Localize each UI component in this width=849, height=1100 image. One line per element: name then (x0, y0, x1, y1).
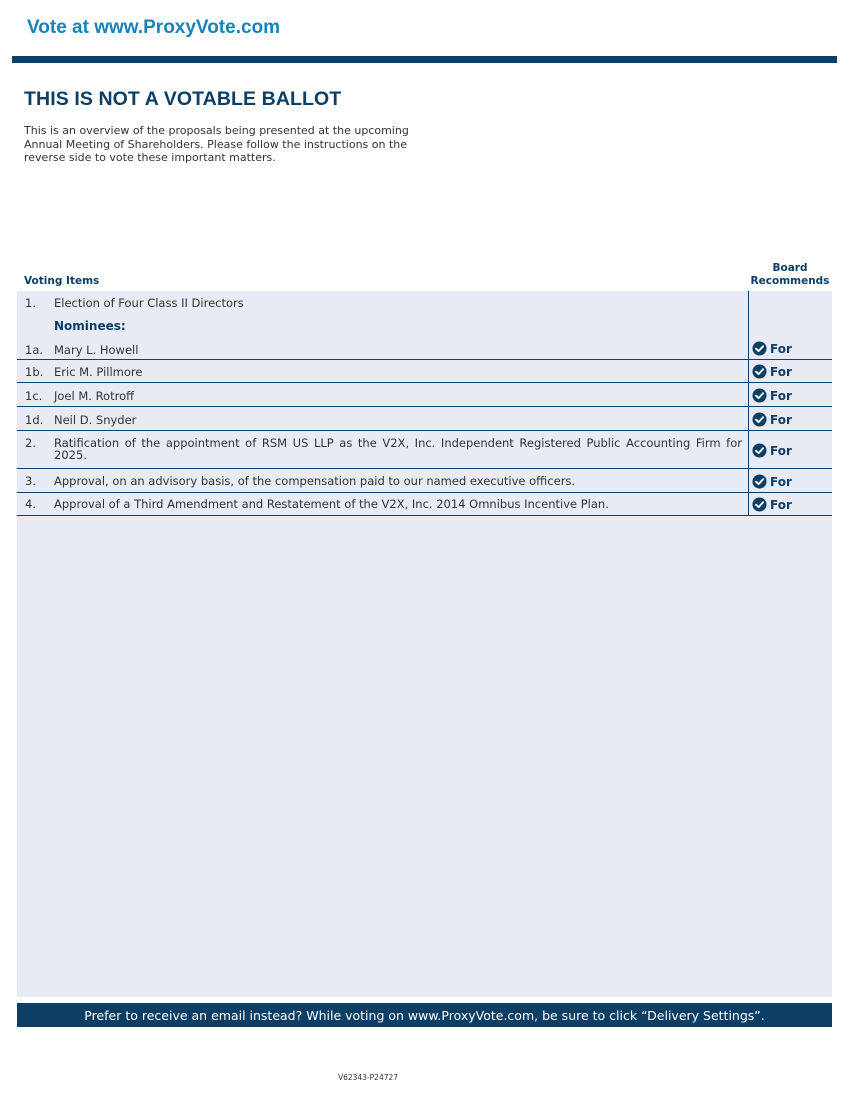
recommendation (752, 341, 792, 356)
table-row (17, 431, 832, 469)
check-circle-icon (752, 474, 767, 489)
item-text: Approval, on an advisory basis, of the compensation paid to our named executive officers. (54, 474, 576, 488)
item-number: 1a. (25, 343, 44, 357)
item-text: Election of Four Class II Directors (54, 296, 244, 310)
recommendation-label: For (770, 497, 792, 512)
voting-items-header: Voting Items (24, 275, 100, 287)
recommendation (752, 474, 792, 489)
page-title: THIS IS NOT A VOTABLE BALLOT (24, 88, 342, 110)
table-row (17, 360, 832, 383)
recommendation-label: For (770, 388, 792, 403)
table-row (17, 493, 832, 516)
table-row (17, 383, 832, 407)
item-text: Neil D. Snyder (54, 413, 137, 427)
recommendation (752, 443, 792, 458)
board-header-line1: Board (772, 262, 808, 274)
recommendation (752, 497, 792, 512)
table-row (17, 296, 832, 314)
table-row (17, 469, 832, 493)
item-number: 3. (25, 474, 36, 488)
table-row (17, 407, 832, 431)
overview-text: This is an overview of the proposals being presented at the upcoming Annual Meeting of Shareholders. Please follow the instructions on the reverse side to vote these important matters. (24, 124, 409, 164)
item-text: Approval of a Third Amendment and Restatement of the V2X, Inc. 2014 Omnibus Incentive Plan. (54, 497, 609, 511)
recommendation-label: For (770, 474, 792, 489)
check-circle-icon (752, 443, 767, 458)
item-text: Ratification of the appointment of RSM US LLP as the V2X, Inc. Independent Registered Public Accounting Firm for 2025. (54, 436, 742, 462)
delivery-settings-banner (17, 1003, 832, 1027)
item-number: 1b. (25, 365, 44, 379)
header-divider (12, 56, 837, 63)
board-header-line2: Recommends (750, 274, 830, 287)
recommendation (752, 364, 792, 379)
check-circle-icon (752, 412, 767, 427)
item-number: 1d. (25, 413, 44, 427)
table-row (17, 337, 832, 360)
item-text: Eric M. Pillmore (54, 365, 143, 379)
check-circle-icon (752, 497, 767, 512)
item-number: 1. (25, 296, 36, 310)
item-text: Mary L. Howell (54, 343, 139, 357)
recommendation (752, 412, 792, 427)
item-number: 4. (25, 497, 36, 511)
document-code: V62343-P24727 (337, 1073, 399, 1082)
table-row (17, 319, 832, 337)
check-circle-icon (752, 388, 767, 403)
item-text: Joel M. Rotroff (54, 389, 135, 403)
item-number: 2. (25, 436, 36, 450)
recommendation-label: For (770, 341, 792, 356)
nominees-label: Nominees: (54, 319, 126, 333)
item-number: 1c. (25, 389, 43, 403)
vote-url-heading: Vote at www.ProxyVote.com (27, 17, 281, 38)
check-circle-icon (752, 364, 767, 379)
board-recommends-header (747, 262, 833, 287)
check-circle-icon (752, 341, 767, 356)
recommendation-label: For (770, 443, 792, 458)
recommendation (752, 388, 792, 403)
banner-text: Prefer to receive an email instead? While voting on www.ProxyVote.com, be sure to click “Delivery Settings”. (84, 1007, 765, 1023)
recommendation-label: For (770, 412, 792, 427)
recommendation-label: For (770, 364, 792, 379)
